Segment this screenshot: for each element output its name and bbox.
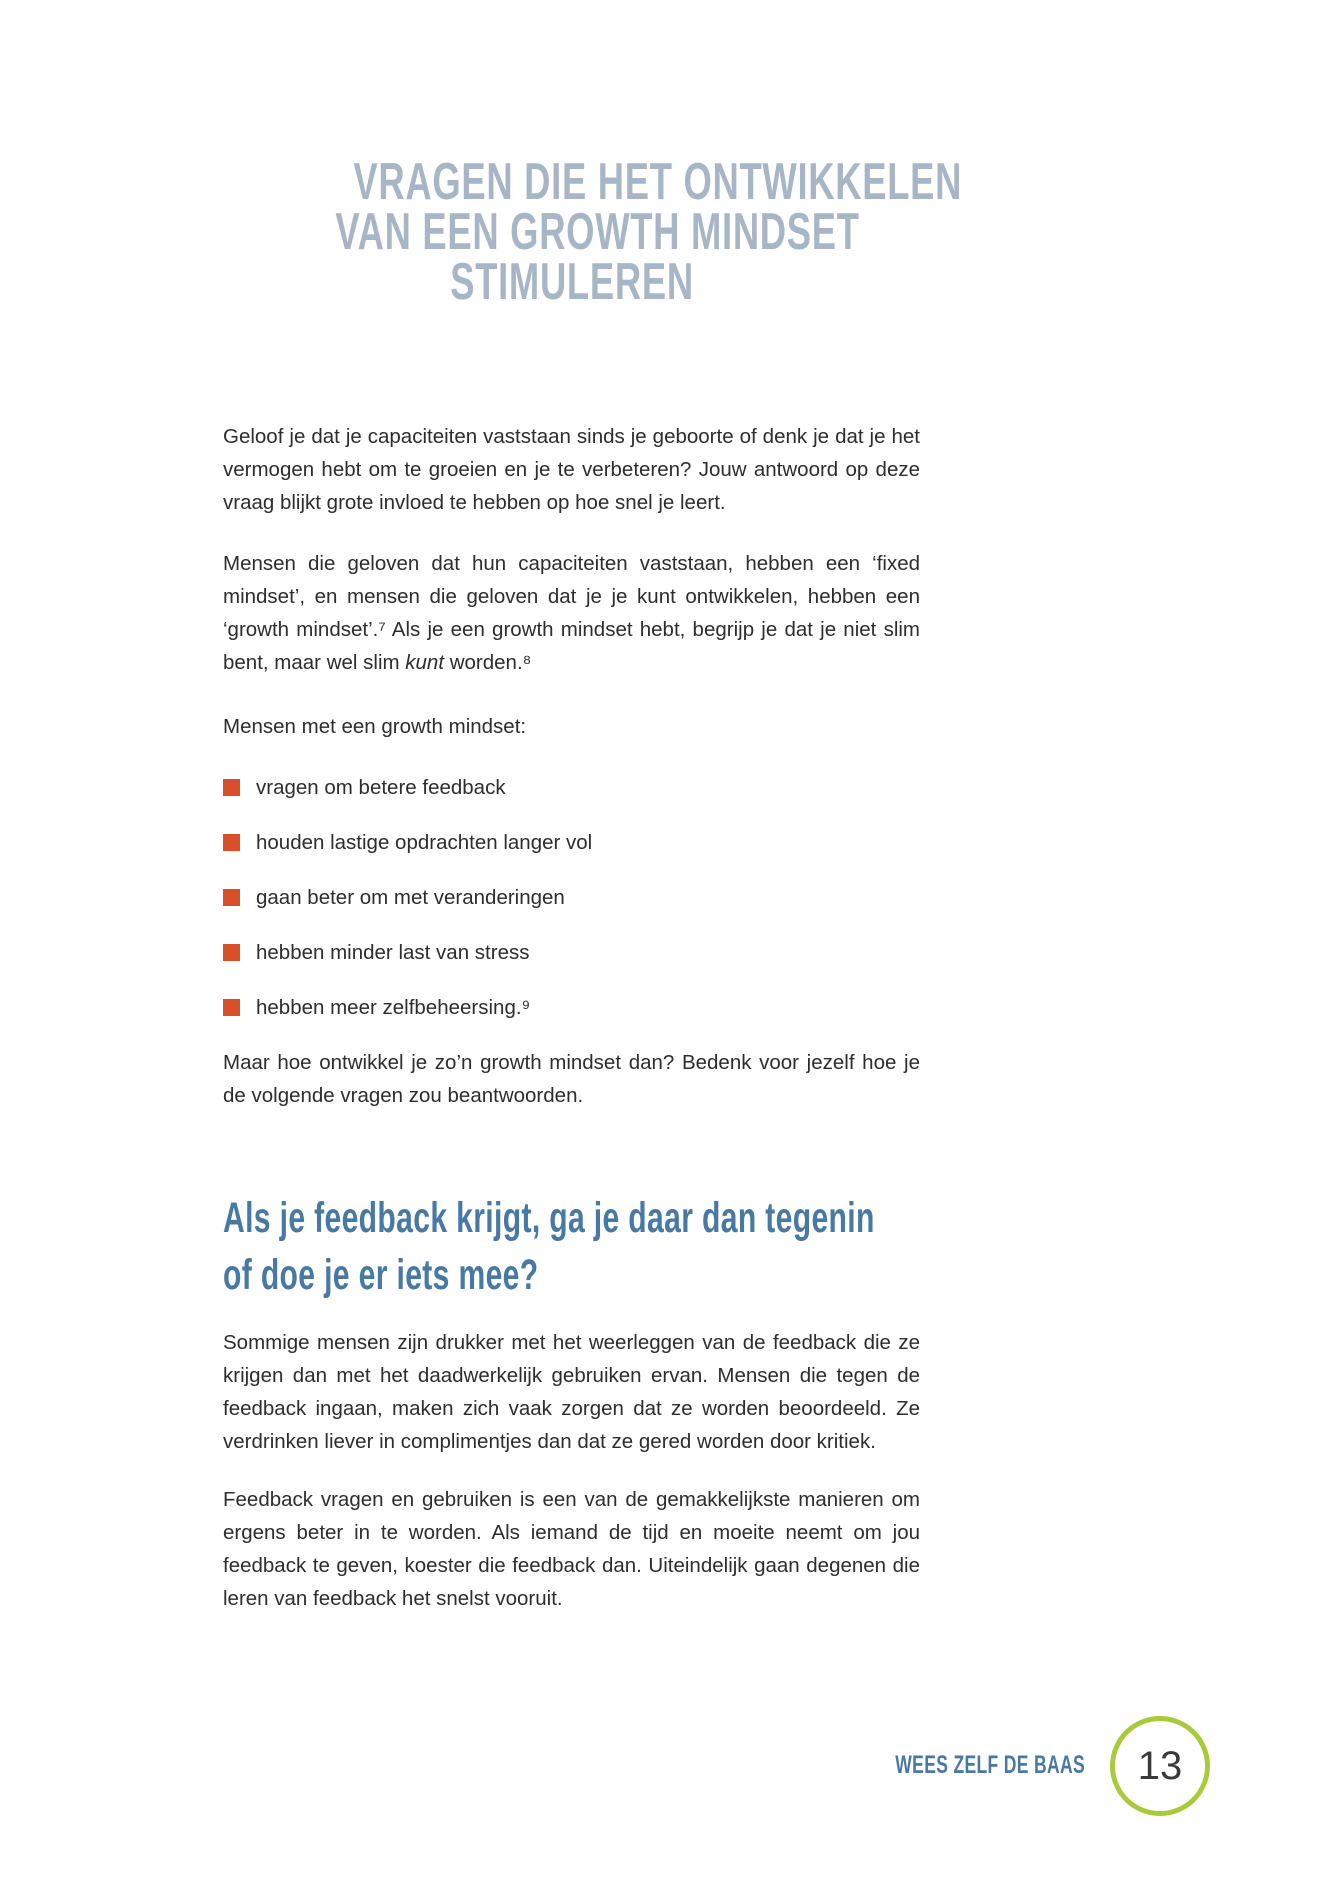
list-item-text: gaan beter om met veranderingen	[256, 886, 565, 909]
page-number-badge	[1110, 1716, 1210, 1816]
list-item	[223, 774, 920, 802]
list-item	[223, 884, 920, 912]
list-item-text: hebben meer zelfbeheersing.⁹	[256, 996, 531, 1019]
page-title	[223, 152, 963, 311]
paragraph-intro-3: Maar hoe ontwikkel je zo’n growth mindset dan? Bedenk voor jezelf hoe je de volgende vragen zou beantwoorden.	[223, 1051, 920, 1107]
bullet-square-icon	[223, 834, 240, 851]
bullet-square-icon	[223, 999, 240, 1016]
list-item-text: hebben minder last van stress	[256, 941, 530, 964]
paragraph-intro-1: Geloof je dat je capaciteiten vaststaan sinds je geboorte of denk je dat je het vermogen hebt om te groeien en je te verbeteren? Jouw antwoord op deze vraag blijkt grote invloed te hebben op hoe snel je leert.	[223, 425, 920, 514]
bullet-square-icon	[223, 944, 240, 961]
page-title-line	[223, 202, 920, 261]
paragraph-section-2: Feedback vragen en gebruiken is een van de gemakkelijkste manieren om ergens beter in te worden. Als iemand de tijd en moeite neemt om jou feedback te geven, koester die feedback dan. Uiteindelijk gaan degenen die leren van feedback het snelst vooruit.	[223, 1488, 920, 1610]
list-item	[223, 939, 920, 967]
paragraph-text: Mensen die geloven dat hun capaciteiten vaststaan, hebben een ‘fixed mindset’, en mensen die geloven dat je je kunt ontwikkelen, hebben een ‘growth mindset’.⁷ Als je een growth mindset hebt, begrijp je dat je niet slim bent, maar wel slim	[223, 552, 920, 674]
page-title-line-text: VAN EEN GROWTH MINDSET	[335, 203, 860, 261]
footer-tagline	[814, 1750, 1085, 1780]
paragraph-intro-2	[223, 547, 920, 679]
section-heading	[223, 1190, 943, 1304]
emphasized-word: kunt	[405, 651, 445, 674]
section-heading-line	[223, 1190, 943, 1247]
page-number: 13	[1137, 1743, 1183, 1788]
list-intro: Mensen met een growth mindset:	[223, 715, 527, 738]
list-item	[223, 829, 920, 857]
mindset-benefits-list	[223, 774, 920, 1049]
page-title-line-text: VRAGEN DIE HET ONTWIKKELEN	[353, 153, 963, 211]
list-item-text: houden lastige opdrachten langer vol	[256, 831, 593, 854]
section-heading-line	[223, 1247, 943, 1304]
footer-tagline-text: WEES ZELF DE BAAS	[895, 1751, 1085, 1779]
paragraph-section-1: Sommige mensen zijn drukker met het weerleggen van de feedback die ze krijgen dan met het daadwerkelijk gebruiken ervan. Mensen die tegen de feedback ingaan, maken zich vaak zorgen dat ze worden beoordeeld. Ze verdrinken liever in complimentjes dan dat ze gered worden door kritiek.	[223, 1331, 920, 1453]
paragraph-text: worden.⁸	[444, 651, 532, 674]
page-title-line-text: STIMULEREN	[449, 253, 694, 311]
section-heading-line-text: Als je feedback krijgt, ga je daar dan tegenin	[223, 1194, 875, 1242]
page-title-line	[223, 152, 963, 211]
bullet-square-icon	[223, 889, 240, 906]
list-item	[223, 994, 920, 1022]
section-heading-line-text: of doe je er iets mee?	[223, 1251, 539, 1299]
bullet-square-icon	[223, 779, 240, 796]
list-item-text: vragen om betere feedback	[256, 776, 506, 799]
